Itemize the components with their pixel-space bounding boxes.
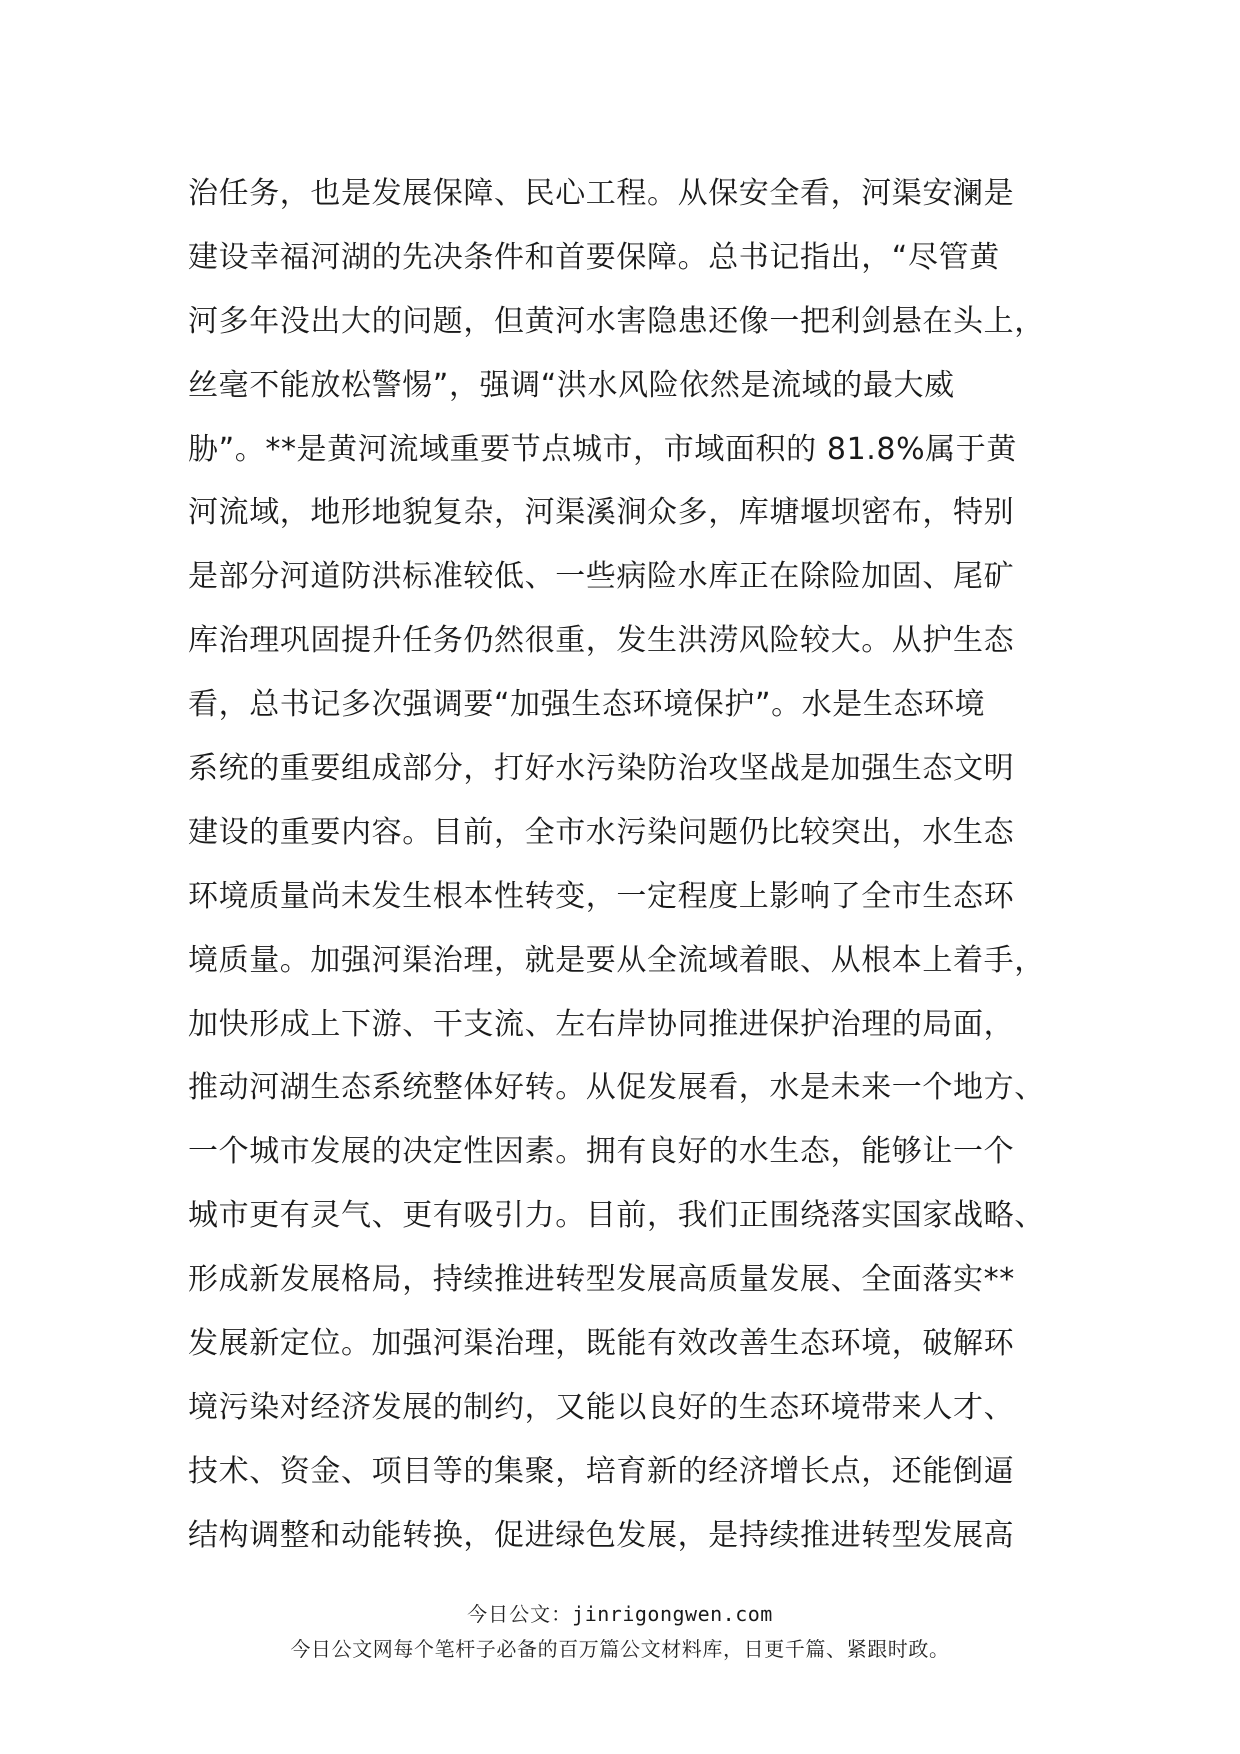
text-line: 治任务，也是发展保障、民心工程。从保安全看，河渠安澜是 — [188, 176, 1015, 211]
document-body — [188, 162, 1058, 1568]
text-line: 胁”。**是黄河流域重要节点城市，市域面积的 81.8%属于黄 — [188, 431, 1017, 467]
text-line: 境质量。加强河渠治理，就是要从全流域着眼、从根本上着手， — [188, 942, 1045, 978]
text-line: 建设幸福河湖的先决条件和首要保障。总书记指出，“尽管黄 — [188, 239, 1000, 275]
text-line: 系统的重要组成部分，打好水污染防治攻坚战是加强生态文明 — [188, 751, 1015, 787]
text-line: 结构调整和动能转换，促进绿色发展，是持续推进转型发展高 — [188, 1517, 1015, 1553]
footer-url-link[interactable]: jinrigongwen.com — [572, 1602, 773, 1626]
text-line: 河流域，地形地貌复杂，河渠溪涧众多，库塘堰坝密布，特别 — [188, 495, 1015, 531]
text-line: 境污染对经济发展的制约，又能以良好的生态环境带来人才、 — [188, 1389, 1015, 1425]
text-line: 看，总书记多次强调要“加强生态环境保护”。水是生态环境 — [188, 687, 986, 723]
text-line: 库治理巩固提升任务仍然很重，发生洪涝风险较大。从护生态 — [188, 623, 1015, 659]
footer-source — [0, 1598, 1240, 1627]
text-line: 河多年没出大的问题，但黄河水害隐患还像一把利剑悬在头上， — [188, 303, 1045, 339]
text-line: 加快形成上下游、干支流、左右岸协同推进保护治理的局面， — [188, 1006, 1015, 1042]
text-line: 推动河湖生态系统整体好转。从促发展看，水是未来一个地方、 — [188, 1070, 1045, 1106]
text-line: 建设的重要内容。目前，全市水污染问题仍比较突出，水生态 — [188, 814, 1015, 850]
text-line: 一个城市发展的决定性因素。拥有良好的水生态，能够让一个 — [188, 1134, 1015, 1170]
text-line: 技术、资金、项目等的集聚，培育新的经济增长点，还能倒逼 — [188, 1453, 1015, 1489]
text-line: 是部分河道防洪标准较低、一些病险水库正在除险加固、尾矿 — [188, 559, 1015, 595]
text-line: 环境质量尚未发生根本性转变，一定程度上影响了全市生态环 — [188, 878, 1015, 914]
footer-tagline: 今日公文网每个笔杆子必备的百万篇公文材料库，日更千篇、紧跟时政。 — [290, 1637, 950, 1661]
text-line: 城市更有灵气、更有吸引力。目前，我们正围绕落实国家战略、 — [188, 1198, 1045, 1234]
text-line: 丝毫不能放松警惕”，强调“洪水风险依然是流域的最大威 — [188, 367, 955, 403]
footer-label: 今日公文： — [467, 1602, 573, 1626]
text-line: 形成新发展格局，持续推进转型发展高质量发展、全面落实** — [188, 1262, 1015, 1298]
text-line: 发展新定位。加强河渠治理，既能有效改善生态环境，破解环 — [188, 1326, 1015, 1362]
